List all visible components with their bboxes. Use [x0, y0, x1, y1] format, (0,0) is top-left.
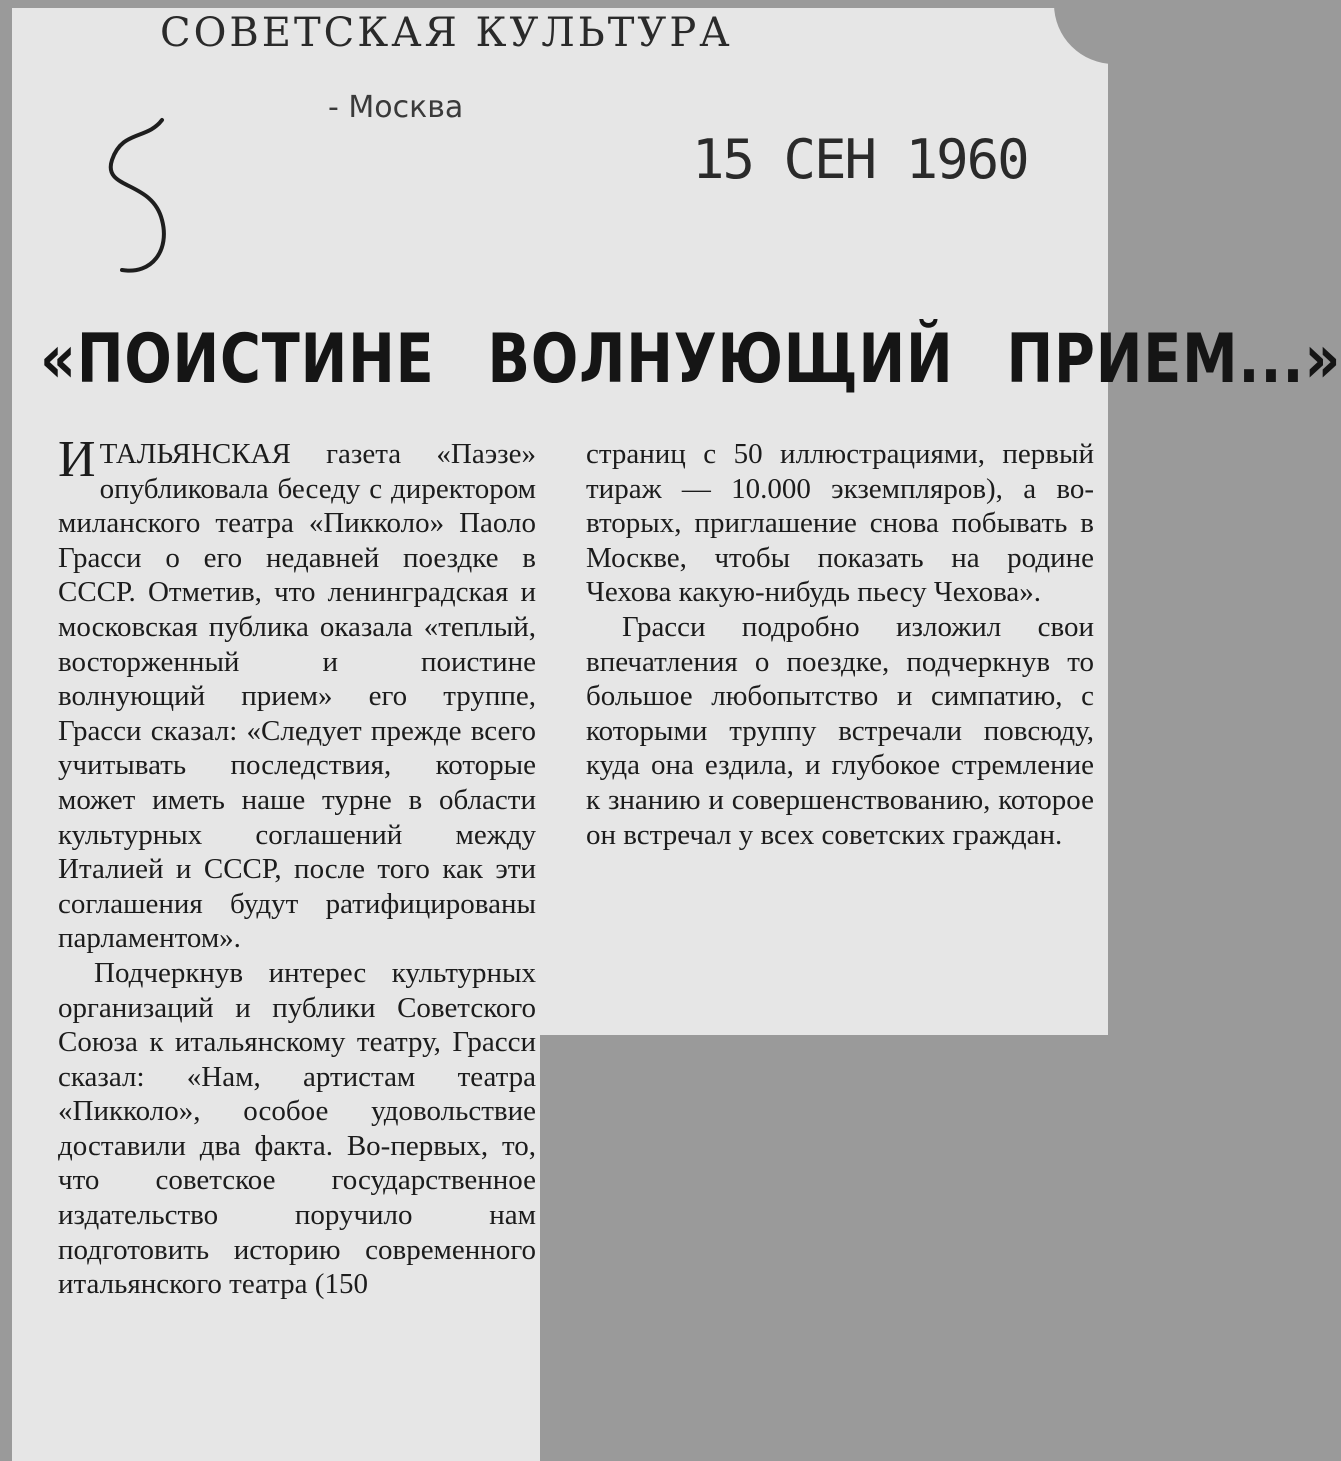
newspaper-masthead: СОВЕТСКАЯ КУЛЬТУРА [160, 10, 733, 56]
date-stamp: 15 СЕН 1960 [692, 128, 1028, 191]
paragraph-1-text: ТАЛЬЯНСКАЯ газета «Паэзе» опубликовала беседу с директором миланского театра «Пикколо» Паоло Грасси о его недавней поездке в СССР. Отметив, что ленинградская и московская публика оказала «теплый, восторженный и поистине волнующий прием» его труппе, Грасси сказал: «Следует прежде всего учитывать последствия, которые может иметь наше турне в области культурных соглашений между Италией и СССР, после того как эти соглашения будут ратифицированы парламентом». [58, 438, 536, 955]
background-area [540, 1035, 1119, 1461]
article-left-column [58, 431, 536, 1302]
drop-cap: И [58, 431, 96, 488]
article-paragraph-3: Грасси подробно изложил свои впечатления о поездке, подчеркнув то большое любопытство и симпатию, с которыми труппу встречали повсюду, куда она ездила, и глубокое стремление к знанию и совершенствованию, которое он встречал у всех советских граждан. [586, 610, 1094, 851]
city-label: - Москва [328, 90, 464, 125]
article-paragraph-2: Подчеркнув интерес культурных организаций и публики Советского Союза к итальянскому театру, Грасси сказал: «Нам, артистам театра «Пикколо», особое удовольствие доставили два факта. Во-первых, то, что советское государственное издательство поручило нам подготовить историю современного итальянского театра (150 [58, 956, 536, 1301]
handwritten-number-mark [92, 100, 202, 280]
article-paragraph-2-continued: страниц с 50 иллюстрациями, первый тираж — 10.000 экземпляров), а во-вторых, приглашение снова побывать в Москве, чтобы показать на родине Чехова какую-нибудь пьесу Чехова». [586, 438, 1094, 609]
article-headline: «ПОИСТИНЕ ВОЛНУЮЩИЙ ПРИЕМ...» [40, 320, 1341, 399]
article-right-column [586, 437, 1094, 852]
article-paragraph-1 [58, 431, 536, 956]
